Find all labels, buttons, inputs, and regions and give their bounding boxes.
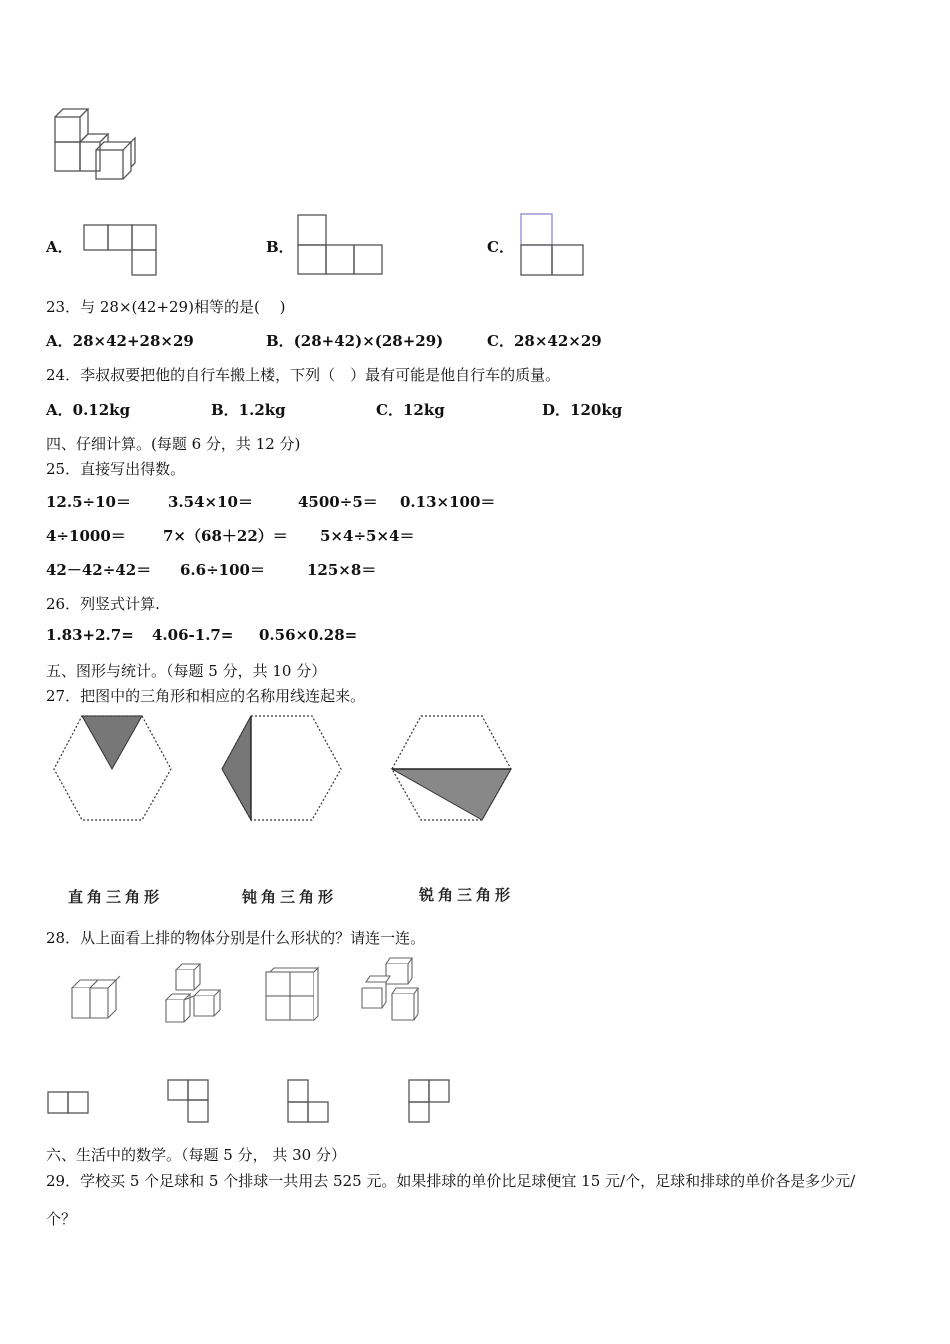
q28-view-4[interactable] [407,1078,453,1126]
q28-solid-1[interactable] [68,976,126,1024]
q25-r3-c3: 125×8＝ [307,561,377,579]
q28-view-2[interactable] [166,1078,212,1126]
section-5-title: 五、图形与统计。（每题 5 分，共 10 分） [46,662,327,680]
q27-hexagon-2[interactable] [220,712,344,824]
q27-label-acute-triangle[interactable]: 锐角三角形 [419,886,515,904]
q28-solid-3[interactable] [262,966,322,1024]
q22-option-b-figure[interactable] [297,214,387,276]
q24-option-c[interactable]: C．12kg [376,401,445,419]
q25-r2-c3: 5×4÷5×4＝ [320,527,415,545]
q27-label-obtuse-triangle[interactable]: 钝角三角形 [242,888,338,906]
q26-item-3: 0.56×0.28= [259,626,358,644]
q29-stem-line1: 29．学校买 5 个足球和 5 个排球一共用去 525 元。如果排球的单价比足球便宜 15 元/个，足球和排球的单价各是多少元/ [46,1172,856,1190]
q24-option-b[interactable]: B．1.2kg [211,401,286,419]
q28-view-3[interactable] [286,1078,332,1126]
q24-stem: 24．李叔叔要把他的自行车搬上楼，下列（ ）最有可能是他自行车的质量。 [46,366,561,384]
q22-solid-figure [50,105,145,185]
q26-item-1: 1.83+2.7= [46,626,134,644]
q24-option-a[interactable]: A．0.12kg [46,401,131,419]
q29-stem-line2: 个？ [46,1210,77,1228]
q22-option-a-figure[interactable] [83,224,161,278]
q23-option-c[interactable]: C．28×42×29 [487,332,602,350]
q27-hexagon-3[interactable] [390,712,514,824]
q26-item-2: 4.06-1.7= [152,626,234,644]
q27-label-right-triangle[interactable]: 直角三角形 [68,888,164,906]
q22-option-c-letter: C． [487,238,514,256]
q25-r1-c2: 3.54×10＝ [168,493,253,511]
q27-stem: 27．把图中的三角形和相应的名称用线连起来。 [46,687,366,705]
q24-option-d[interactable]: D．120kg [542,401,623,419]
section-6-title: 六、生活中的数学。（每题 5 分， 共 30 分） [46,1146,346,1164]
q25-r3-c2: 6.6÷100＝ [180,561,265,579]
q23-stem: 23．与 28×(42+29)相等的是( ) [46,298,286,316]
q25-r1-c4: 0.13×100＝ [400,493,496,511]
q23-option-a[interactable]: A．28×42+28×29 [46,332,194,350]
q22-option-c-figure[interactable] [519,212,587,278]
q22-option-b-letter: B． [266,238,294,256]
q28-view-1[interactable] [46,1089,92,1117]
q22-option-a-letter: A． [46,238,73,256]
q28-solid-4[interactable] [358,956,424,1024]
q25-r1-c3: 4500÷5＝ [298,493,378,511]
q25-stem: 25．直接写出得数。 [46,460,186,478]
q25-r1-c1: 12.5÷10＝ [46,493,131,511]
q25-r2-c1: 4÷1000＝ [46,527,126,545]
q27-hexagon-1[interactable] [52,712,174,824]
q25-r2-c2: 7×（68＋22）＝ [163,527,288,545]
q26-stem: 26．列竖式计算. [46,595,160,613]
q28-solid-2[interactable] [162,962,226,1026]
q23-option-b[interactable]: B．(28+42)×(28+29) [266,332,444,350]
q25-r3-c1: 42－42÷42＝ [46,561,152,579]
section-4-title: 四、仔细计算。(每题 6 分，共 12 分) [46,435,301,453]
q28-stem: 28．从上面看上排的物体分别是什么形状的？请连一连。 [46,929,426,947]
